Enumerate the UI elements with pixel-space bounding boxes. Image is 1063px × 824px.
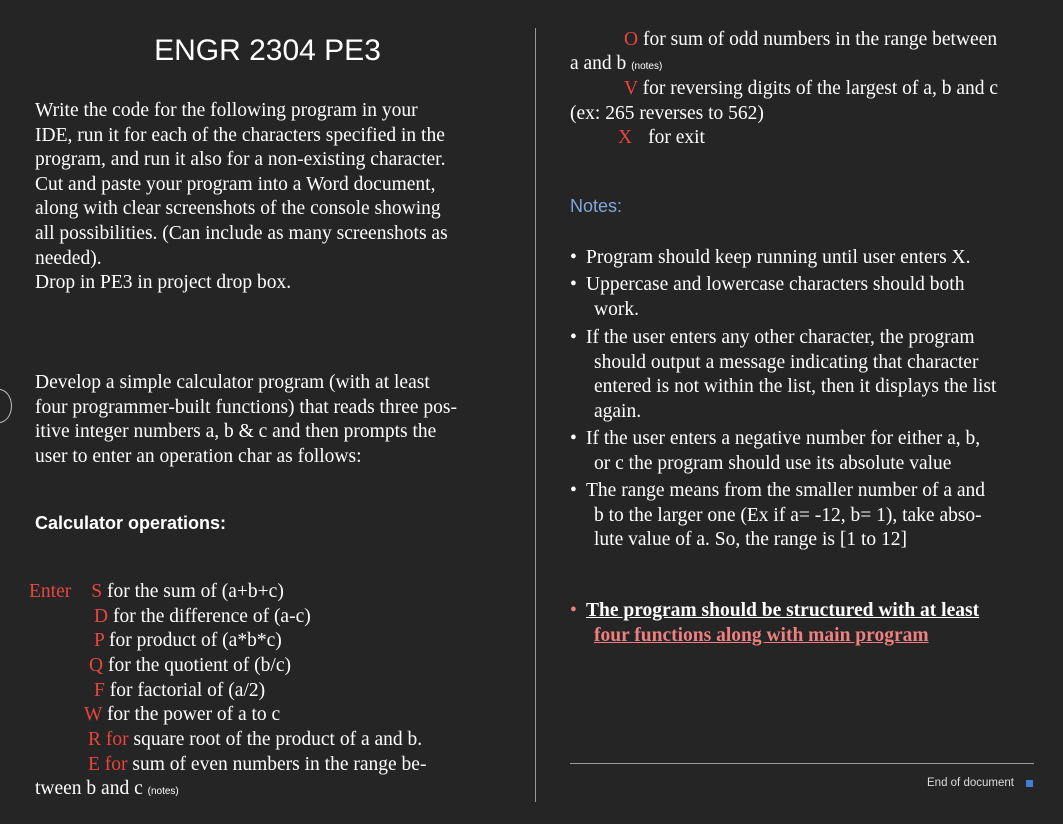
bullet-negative [570,427,980,476]
operation-e-continued [35,778,179,800]
intro-line: all possibilities. (Can include as many screenshots as [35,222,448,244]
operation-p [94,630,282,652]
intro-line: along with clear screenshots of the console showing [35,198,441,220]
operation-f [94,680,265,702]
side-handle[interactable] [0,389,12,423]
op-text: for sum of odd numbers in the range between [638,29,998,50]
enter-label: Enter [29,581,72,602]
operation-s [29,581,284,603]
bullet-dot: • [570,247,577,268]
bullet-dot: • [570,428,577,449]
intro-line: program, and run it also for a non-existing character. [35,149,446,171]
intro-line: Cut and paste your program into a Word document, [35,173,436,195]
bullet-dot: • [570,600,577,621]
notes-heading: Notes: [570,196,623,216]
bullet-line: Uppercase and lowercase characters should both [586,274,965,295]
operation-x [618,127,705,149]
op-text: for the quotient of (b/c) [103,655,291,676]
operation-q [89,655,291,677]
end-marker-icon [1026,780,1033,787]
op-cont: a and b [570,53,632,74]
notes-ref: (notes) [631,61,663,72]
op-key: P [94,630,105,651]
bullet-line: four functions along with main program [594,624,929,646]
op-key: E [88,754,100,775]
operation-e [88,754,426,776]
operation-w [84,704,280,726]
op-for: for [101,729,129,750]
op-text: for the power of a to c [102,704,281,725]
intro-line: IDE, run it for each of the characters specified in the [35,124,445,146]
bullet-dot: • [570,274,577,295]
bullet-other-character [570,326,996,424]
operation-d [94,606,311,628]
intro-paragraph [35,99,448,296]
op-cont: (ex: 265 reverses to 562) [570,103,764,124]
intro-line: Drop in PE3 in project drop box. [35,272,292,294]
op-text: for reversing digits of the largest of a, b and c [637,78,999,99]
bullet-line: The program should be structured with at least [586,600,980,621]
develop-line: Develop a simple calculator program (with at least [35,372,430,393]
op-key: S [91,581,103,602]
bullet-line: or c the program should use its absolute value [594,452,952,474]
op-key: R [88,729,102,750]
end-rule [570,763,1034,764]
op-text: for the sum of (a+b+c) [102,581,284,602]
bullet-line: The range means from the smaller number of a and [586,480,986,501]
bullet-dot: • [570,327,577,348]
bullet-structure [570,599,979,648]
op-key: V [624,78,638,99]
develop-line: itive integer numbers a, b & c and then prompts the [35,421,437,443]
intro-line: Write the code for the following program in your [35,100,418,121]
operation-v-continued [570,103,764,125]
bullet-line: lute value of a. So, the range is [1 to 12] [594,529,907,551]
operation-o [624,29,997,51]
op-key: Q [89,655,104,676]
bullet-keep-running [570,246,971,271]
bullet-line: If the user enters a negative number for either a, b, [586,428,981,449]
operation-o-continued [570,53,662,75]
develop-paragraph [35,371,457,469]
bullet-line: again. [594,400,642,422]
bullet-line: entered is not within the list, then it displays the list [594,376,997,398]
develop-line: four programmer-built functions) that reads three pos- [35,396,457,418]
bullet-line: should output a message indicating that character [594,351,979,373]
operation-r [88,729,422,751]
bullet-line: If the user enters any other character, the program [586,327,975,348]
bullet-line: b to the larger one (Ex if a= -12, b= 1), take abso- [594,504,982,526]
page-title: ENGR 2304 PE3 [154,34,381,67]
bullet-line: Program should keep running until user enters X. [586,247,971,268]
operation-v [624,78,998,100]
notes-ref: (notes) [147,786,179,797]
op-key: D [94,606,109,627]
bullet-line: work. [594,298,639,320]
op-text: sum of even numbers in the range be- [127,754,427,775]
op-text: for product of (a*b*c) [104,630,282,651]
op-cont: tween b and c [35,778,148,799]
intro-line: needed). [35,247,102,269]
op-text: for the difference of (a-c) [108,606,311,627]
op-key: F [94,680,105,701]
op-key: W [84,704,103,725]
bullet-range [570,479,985,553]
calculator-heading: Calculator operations: [35,513,227,533]
end-of-document: End of document [927,777,1014,789]
bullet-dot: • [570,480,577,501]
develop-line: user to enter an operation char as follows: [35,445,362,467]
op-text: square root of the product of a and b. [128,729,423,750]
op-text: for exit [648,127,705,148]
bullet-case [570,273,964,322]
column-divider [535,28,536,802]
op-text: for factorial of (a/2) [104,680,266,701]
op-for: for [99,754,128,775]
op-key: X [618,127,633,148]
op-key: O [624,29,639,50]
